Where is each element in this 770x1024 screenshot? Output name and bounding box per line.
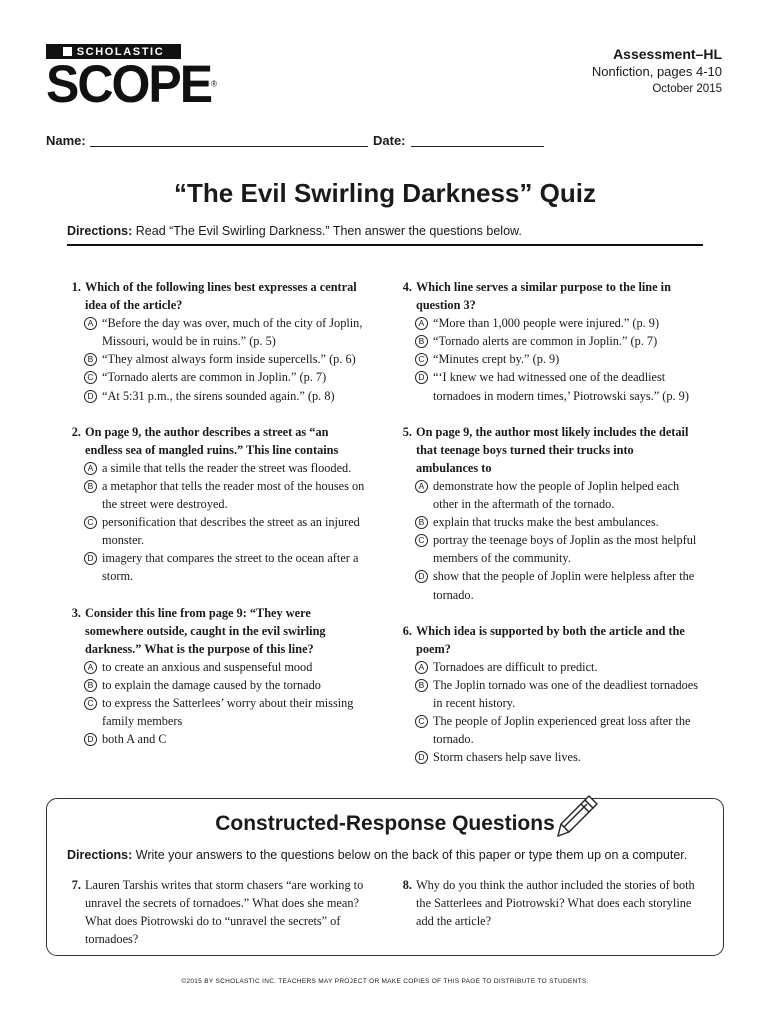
- directions-label: Directions:: [67, 848, 133, 862]
- option-bubble[interactable]: B: [84, 353, 97, 366]
- answer-option[interactable]: [398, 658, 698, 676]
- option-text: “They almost always form inside supercells.” (p. 6): [102, 352, 356, 367]
- option-bubble[interactable]: C: [84, 516, 97, 529]
- option-bubble[interactable]: C: [84, 371, 97, 384]
- answer-option[interactable]: [398, 332, 698, 350]
- question-number: 8.: [402, 878, 412, 892]
- option-text: portray the teenage boys of Joplin as the most helpful members of the community.: [433, 533, 697, 566]
- answer-option[interactable]: [67, 694, 367, 730]
- option-bubble[interactable]: D: [415, 371, 428, 384]
- question-stem: [398, 622, 698, 658]
- answer-option[interactable]: [67, 658, 367, 676]
- answer-option[interactable]: [398, 513, 698, 531]
- option-bubble[interactable]: C: [415, 534, 428, 547]
- option-text: a simile that tells the reader the street was flooded.: [102, 460, 352, 475]
- question-number: 1.: [71, 280, 81, 294]
- option-bubble[interactable]: D: [415, 751, 428, 764]
- answer-option[interactable]: [67, 459, 367, 477]
- question-number: 4.: [402, 280, 412, 294]
- option-bubble[interactable]: B: [415, 335, 428, 348]
- option-bubble[interactable]: B: [415, 679, 428, 692]
- question-number: 6.: [402, 623, 412, 638]
- option-text: The Joplin tornado was one of the deadliest tornadoes in recent history.: [433, 677, 698, 710]
- question-stem: [67, 423, 367, 459]
- answer-option[interactable]: [67, 676, 367, 694]
- directions-text: Read “The Evil Swirling Darkness.” Then answer the questions below.: [132, 224, 522, 238]
- assessment-section: Nonfiction, pages 4-10: [591, 64, 722, 79]
- logo-brand: SCHOLASTIC: [76, 45, 165, 58]
- answer-option[interactable]: [398, 712, 698, 748]
- option-bubble[interactable]: C: [84, 697, 97, 710]
- constructed-response-heading: Constructed-Response Questions: [215, 812, 555, 835]
- answer-option[interactable]: [67, 513, 367, 549]
- question-7: [67, 876, 367, 948]
- option-text: both A and C: [102, 732, 167, 747]
- option-text: “Minutes crept by.” (p. 9): [433, 352, 560, 367]
- question-number: 5.: [402, 424, 412, 439]
- question-8: [398, 876, 698, 930]
- question-2: [67, 423, 367, 586]
- answer-option[interactable]: [398, 567, 698, 603]
- option-text: The people of Joplin experienced great loss after the tornado.: [433, 714, 691, 747]
- option-text: “Tornado alerts are common in Joplin.” (p. 7): [433, 334, 658, 349]
- option-bubble[interactable]: A: [415, 661, 428, 674]
- copyright-footer: ©2015 BY SCHOLASTIC INC. TEACHERS MAY PROJECT OR MAKE COPIES OF THIS PAGE TO DISTRIBUTE TO STUDENTS.: [181, 978, 589, 985]
- option-text: a metaphor that tells the reader most of the houses on the street were destroyed.: [102, 478, 365, 512]
- question-text: On page 9, the author describes a street as “an endless sea of mangled ruins.” This line contains: [85, 424, 339, 457]
- option-bubble[interactable]: A: [84, 462, 97, 475]
- question-6: [398, 622, 698, 767]
- option-bubble[interactable]: C: [415, 715, 428, 728]
- option-bubble[interactable]: A: [415, 317, 428, 330]
- question-text: Which line serves a similar purpose to the line in question 3?: [416, 280, 671, 313]
- name-label: Name:: [46, 133, 86, 148]
- question-number: 2.: [71, 424, 81, 439]
- logo-wordmark: [46, 54, 217, 114]
- option-bubble[interactable]: A: [84, 661, 97, 674]
- logo-trademark: ®: [211, 78, 217, 89]
- answer-option[interactable]: [398, 314, 698, 332]
- questions-right-column: [398, 278, 698, 784]
- answer-option[interactable]: [67, 477, 367, 513]
- answer-option[interactable]: [67, 549, 367, 585]
- answer-option[interactable]: [67, 314, 367, 350]
- option-text: “At 5:31 p.m., the sirens sounded again.” (p. 8): [102, 388, 335, 403]
- option-bubble[interactable]: B: [415, 516, 428, 529]
- scholastic-scope-logo: [46, 44, 217, 114]
- answer-option[interactable]: [67, 350, 367, 368]
- question-4: [398, 278, 698, 405]
- answer-option[interactable]: [67, 387, 367, 405]
- option-bubble[interactable]: A: [415, 480, 428, 493]
- directions: [67, 224, 522, 238]
- option-bubble[interactable]: A: [84, 317, 97, 330]
- option-bubble[interactable]: C: [415, 353, 428, 366]
- question-text: Which of the following lines best expresses a central idea of the article?: [85, 280, 357, 313]
- option-text: to express the Satterlees’ worry about their missing family members: [102, 695, 354, 729]
- option-bubble[interactable]: D: [415, 570, 428, 583]
- answer-option[interactable]: [398, 350, 698, 368]
- option-text: “More than 1,000 people were injured.” (p. 9): [433, 316, 660, 331]
- quiz-title: “The Evil Swirling Darkness” Quiz: [174, 178, 596, 208]
- question-stem: [398, 278, 698, 314]
- assessment-level: Assessment–HL: [613, 46, 722, 62]
- issue-date: October 2015: [652, 83, 722, 95]
- answer-option[interactable]: [67, 368, 367, 386]
- constructed-response-title: [0, 812, 770, 836]
- question-number: 3.: [71, 605, 81, 620]
- option-bubble[interactable]: D: [84, 552, 97, 565]
- option-text: explain that trucks make the best ambulances.: [433, 515, 659, 530]
- option-text: “Tornado alerts are common in Joplin.” (p. 7): [102, 370, 327, 385]
- directions-text: Write your answers to the questions below on the back of this paper or type them up on a computer.: [132, 848, 688, 862]
- question-text: Why do you think the author included the stories of both the Satterlees and Piotrowski? What does each storyline add the article?: [416, 878, 695, 929]
- directions-label: Directions:: [67, 224, 133, 238]
- option-bubble[interactable]: B: [84, 679, 97, 692]
- pencil-icon: [552, 792, 598, 838]
- option-text: personification that describes the street as an injured monster.: [102, 515, 360, 548]
- option-text: Storm chasers help save lives.: [433, 750, 581, 765]
- question-1: [67, 278, 367, 405]
- answer-option[interactable]: [398, 748, 698, 766]
- answer-option[interactable]: [398, 531, 698, 567]
- question-5: [398, 423, 698, 604]
- option-text: to create an anxious and suspenseful mood: [102, 659, 313, 674]
- answer-option[interactable]: [398, 368, 698, 404]
- constructed-response-directions: [67, 848, 687, 862]
- questions-left-column: [67, 278, 367, 766]
- name-field[interactable]: [90, 146, 368, 147]
- answer-option[interactable]: [398, 676, 698, 712]
- date-label: Date:: [373, 133, 406, 148]
- divider: [67, 244, 703, 246]
- question-stem: [67, 604, 367, 658]
- logo-title: SCOPE: [46, 54, 212, 114]
- option-text: demonstrate how the people of Joplin helped each other in the aftermath of the tornado.: [433, 478, 680, 512]
- question-text: On page 9, the author most likely includes the detail that teenage boys turned their trucks into ambulances to: [416, 424, 689, 475]
- answer-option[interactable]: [398, 477, 698, 513]
- date-field[interactable]: [411, 146, 544, 147]
- option-bubble[interactable]: D: [84, 390, 97, 403]
- option-text: “Before the day was over, much of the city of Joplin, Missouri, would be in ruins.” (p. 5): [102, 316, 363, 349]
- question-number: 7.: [71, 878, 81, 892]
- option-text: Tornadoes are difficult to predict.: [433, 659, 598, 674]
- question-stem: [67, 278, 367, 314]
- option-text: to explain the damage caused by the tornado: [102, 677, 321, 692]
- question-stem: [398, 423, 698, 477]
- question-3: [67, 604, 367, 749]
- option-text: “‘I knew we had witnessed one of the deadliest tornadoes in modern times,’ Piotrowski says.” (p. 9): [433, 370, 689, 403]
- question-text: Which idea is supported by both the article and the poem?: [416, 623, 685, 656]
- question-text: Lauren Tarshis writes that storm chasers “are working to unravel the secrets of tornadoes.” What does she mean? What does Piotrowski do to “unravel the secrets” of tornadoes?: [85, 878, 364, 947]
- assessment-header: [592, 45, 722, 97]
- option-text: show that the people of Joplin were helpless after the tornado.: [433, 569, 695, 602]
- answer-option[interactable]: [67, 730, 367, 748]
- question-text: Consider this line from page 9: “They were somewhere outside, caught in the evil swirling darkness.” What is the purpose of this line?: [85, 605, 326, 656]
- option-bubble[interactable]: B: [84, 480, 97, 493]
- option-bubble[interactable]: D: [84, 733, 97, 746]
- option-text: imagery that compares the street to the ocean after a storm.: [102, 551, 359, 584]
